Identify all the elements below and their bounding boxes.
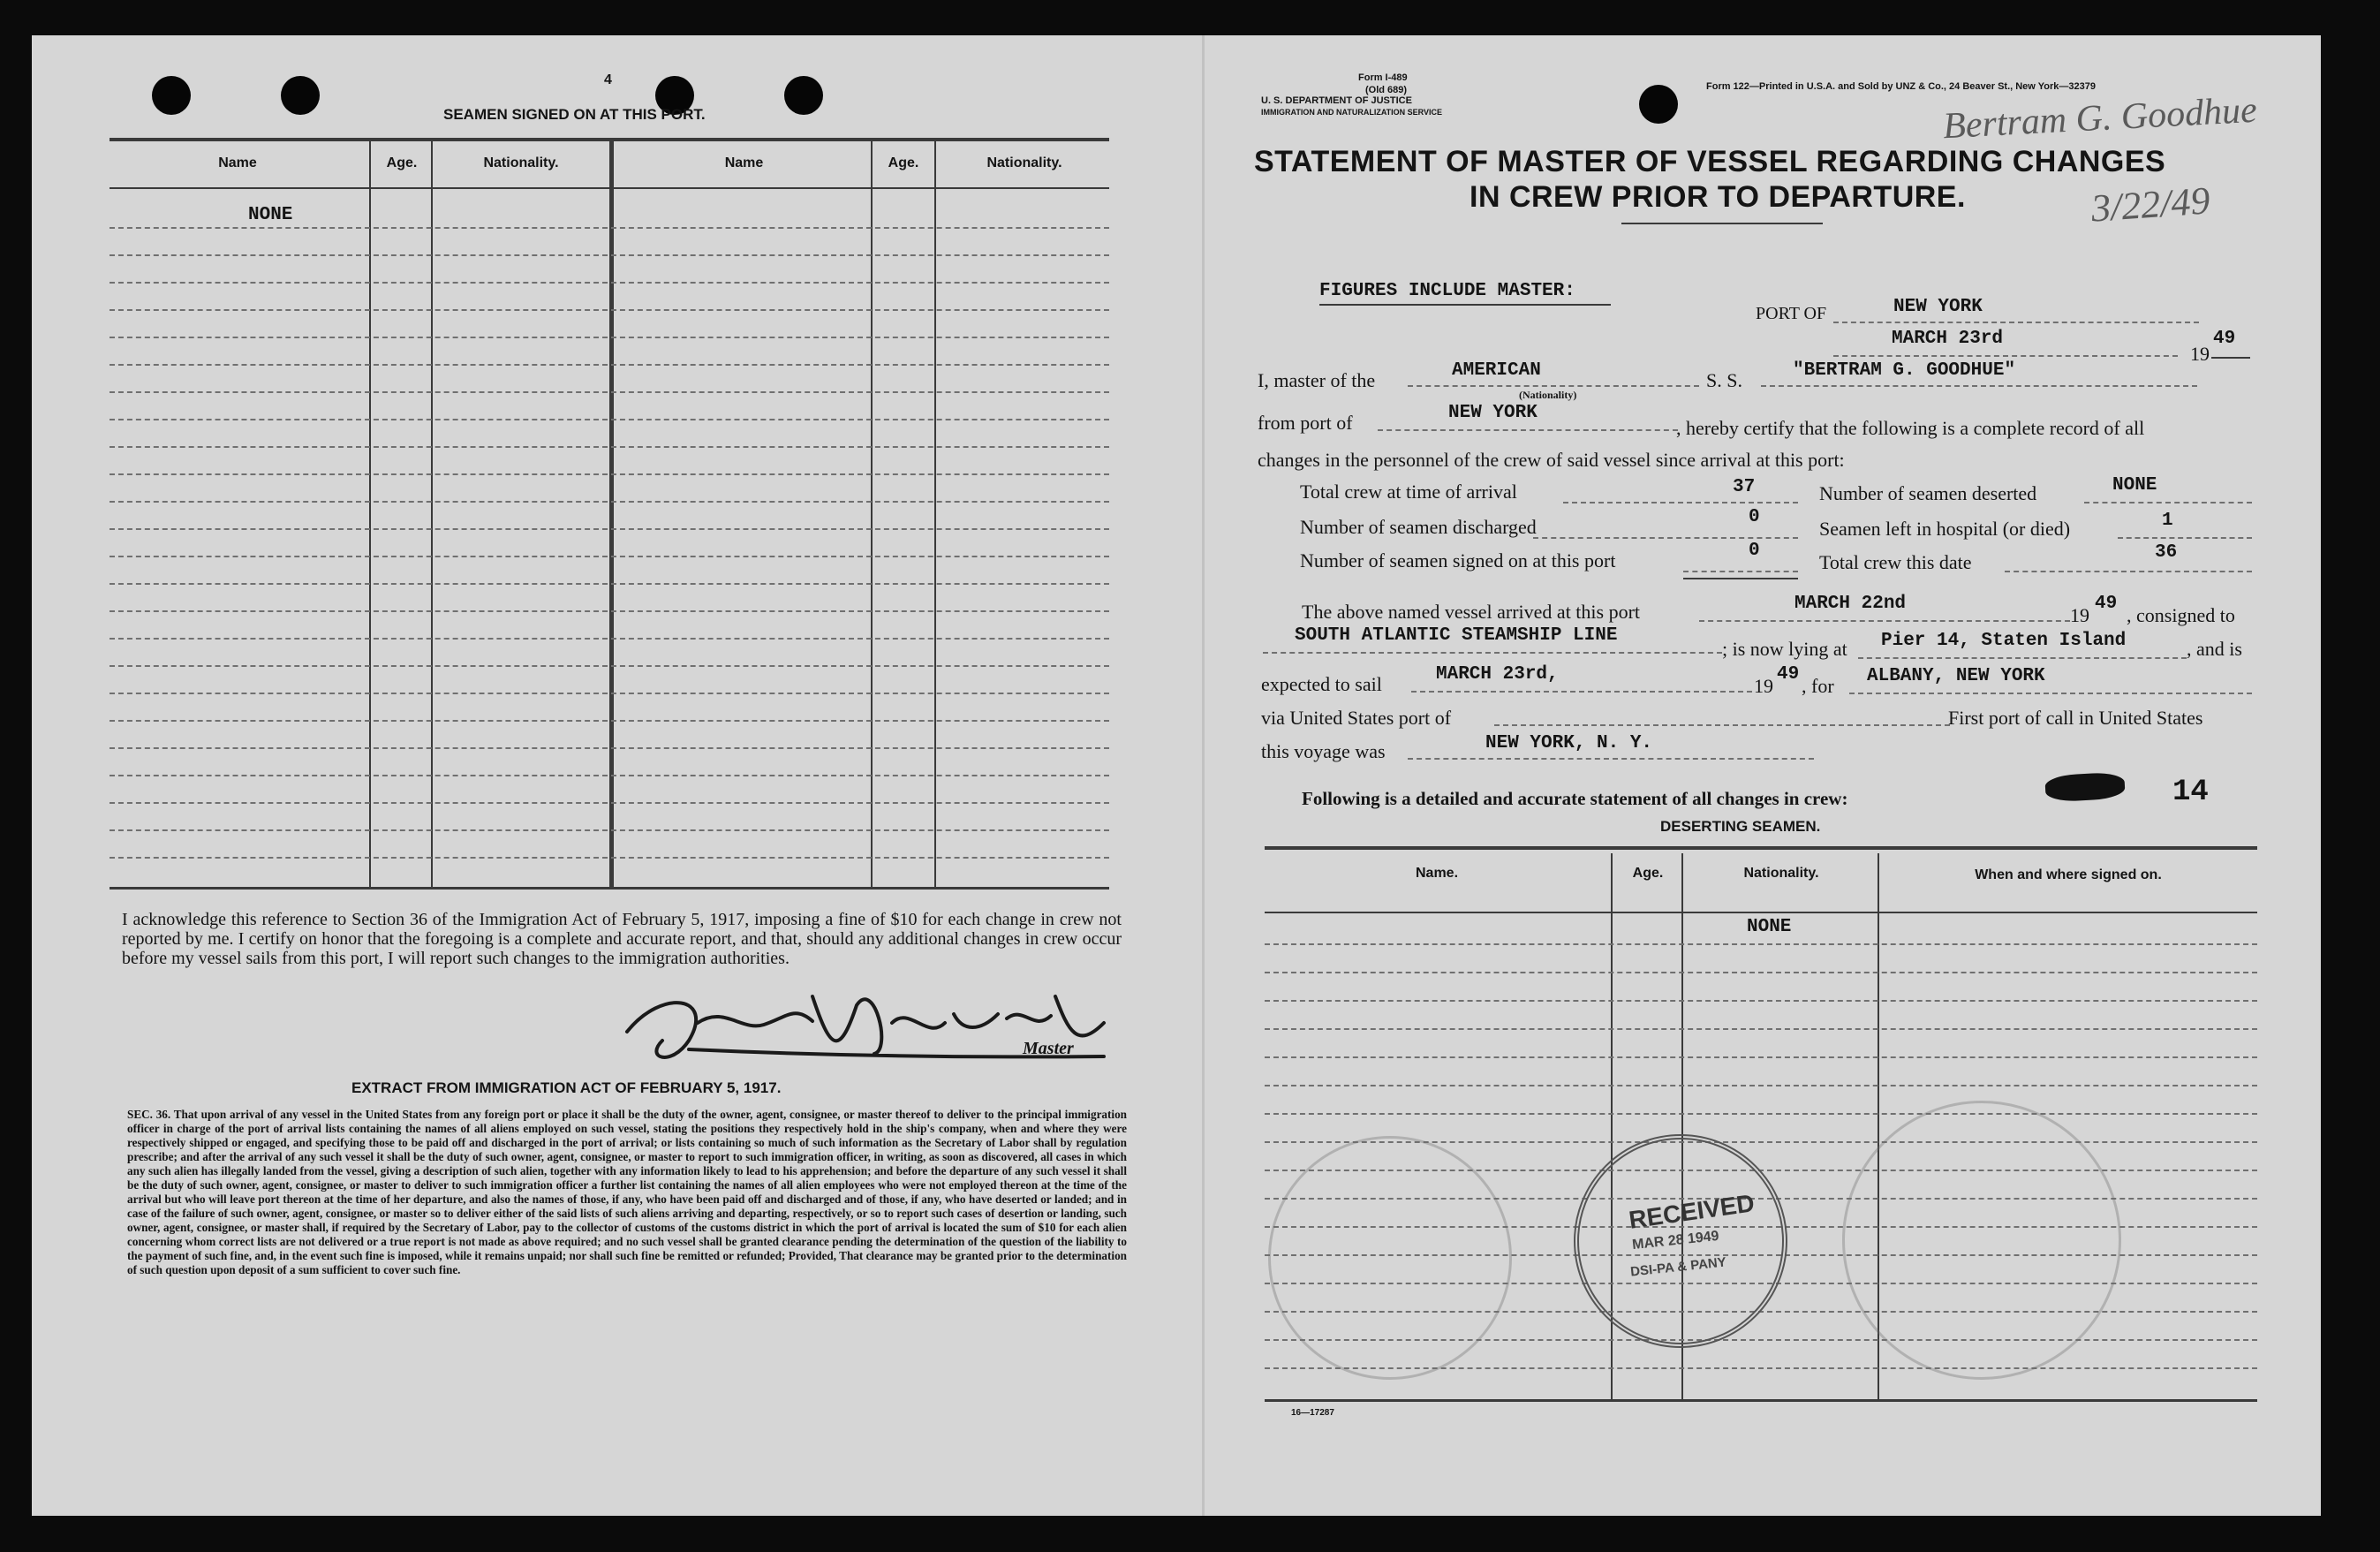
- column-header: Name: [218, 155, 257, 170]
- stamp-date: MAR 28 1949: [1631, 1228, 1720, 1253]
- signed-on-label: Number of seamen signed on at this port: [1300, 549, 1616, 572]
- form-title-line2: IN CREW PRIOR TO DEPARTURE.: [1470, 180, 1966, 214]
- discharged-value: 0: [1749, 507, 1760, 527]
- deserting-title: DESERTING SEAMEN.: [1660, 818, 1821, 835]
- stamp-received-text: RECEIVED: [1627, 1189, 1757, 1234]
- column-divider: [431, 141, 433, 889]
- acknowledgment-text: I acknowledge this reference to Section 36 of the Immigration Act of February 5, 1917, imposing a fine of $10 for each change in crew not reported by me. I certify on honor that the foregoing is a complete and accurate report, and that, should any additional changes in crew occur before my vessel sails from this port, I will report such changes to the immigration authorities.: [122, 910, 1122, 968]
- date-line: [1833, 355, 2178, 357]
- extract-title: EXTRACT FROM IMMIGRATION ACT OF FEBRUARY 5, 1917.: [351, 1079, 782, 1096]
- from-port-label: from port of: [1258, 412, 1353, 434]
- deserted-value: NONE: [2112, 475, 2157, 496]
- figures-underline: [1319, 304, 1611, 306]
- page-fold: [1202, 35, 1205, 1516]
- column-header: Age.: [386, 155, 418, 170]
- column-divider: [369, 141, 371, 889]
- consignee-value: SOUTH ATLANTIC STEAMSHIP LINE: [1295, 625, 1618, 646]
- from-port-value: NEW YORK: [1448, 403, 1538, 423]
- figures-note: FIGURES INCLUDE MASTER:: [1319, 281, 1575, 301]
- year-prefix: 19: [2190, 343, 2210, 365]
- total-date-line: [2005, 571, 2252, 572]
- destination-value: ALBANY, NEW YORK: [1867, 666, 2045, 686]
- nationality-value: AMERICAN: [1452, 360, 1541, 381]
- sail-date-value: MARCH 23rd,: [1436, 664, 1559, 685]
- sail-date-line: [1411, 691, 1752, 693]
- consigned-label: , consigned to: [2127, 604, 2235, 626]
- form-title-line1: STATEMENT OF MASTER OF VESSEL REGARDING CHANGES: [1254, 145, 2166, 178]
- voyage-label: this voyage was: [1261, 740, 1386, 762]
- port-line: [1833, 322, 2199, 323]
- ss-label: S. S.: [1706, 369, 1742, 391]
- deserting-column-header: Name.: [1415, 866, 1459, 881]
- following-text: Following is a detailed and accurate statement of all changes in crew:: [1302, 788, 1848, 809]
- changes-text: changes in the personnel of the crew of said vessel since arrival at this port:: [1258, 449, 1845, 471]
- master-of-label: I, master of the: [1258, 369, 1376, 391]
- arrival-date-value: MARCH 22nd: [1794, 594, 1907, 614]
- column-header: Nationality.: [986, 155, 1062, 170]
- hospital-label: Seamen left in hospital (or died): [1819, 518, 2071, 540]
- expected-label: expected to sail: [1261, 673, 1382, 695]
- signed-on-underline: [1683, 578, 1798, 579]
- column-divider: [871, 141, 873, 889]
- arrival-date-line: [1699, 620, 2070, 622]
- destination-line: [1849, 693, 2252, 694]
- sail-year-prefix: 19: [1754, 675, 1773, 697]
- year-value: 49: [2213, 329, 2236, 349]
- stamp-office: DSI-PA & PANY: [1629, 1254, 1727, 1280]
- form-number: Form I-489: [1358, 72, 1408, 83]
- form-old-number: (Old 689): [1365, 85, 1408, 95]
- lying-label: ; is now lying at: [1722, 638, 1847, 660]
- arrived-label: The above named vessel arrived at this port: [1302, 601, 1641, 623]
- discharged-line: [1533, 537, 1798, 539]
- footer-code: 16—17287: [1291, 1408, 1334, 1418]
- deserted-line: [2084, 502, 2252, 503]
- year-line: [2211, 357, 2250, 359]
- arrival-year-value: 49: [2095, 594, 2118, 614]
- handwritten-date: 3/22/49: [2089, 178, 2211, 231]
- signed-on-value: 0: [1749, 541, 1760, 561]
- first-port-label: First port of call in United States: [1948, 707, 2203, 729]
- vessel-name: "BERTRAM G. GOODHUE": [1793, 360, 2016, 381]
- first-port-line: [1408, 758, 1814, 760]
- first-port-value: NEW YORK, N. Y.: [1485, 733, 1653, 753]
- sail-year-value: 49: [1777, 664, 1800, 685]
- hospital-value: 1: [2162, 511, 2173, 531]
- total-arrival-line: [1563, 502, 1798, 503]
- from-port-line: [1378, 429, 1678, 431]
- pier-value: Pier 14, Staten Island: [1881, 631, 2127, 651]
- deserting-bottom-rule: [1265, 1399, 2257, 1402]
- received-stamp: [1574, 1134, 1787, 1348]
- faded-stamp-right: [1842, 1101, 2121, 1380]
- arrival-year-prefix: 19: [2070, 604, 2089, 626]
- column-header: Age.: [888, 155, 919, 170]
- consignee-line: [1263, 652, 1722, 654]
- handwritten-vessel-name: Bertram G. Goodhue: [1942, 89, 2258, 148]
- total-date-value: 36: [2155, 542, 2178, 563]
- nationality-caption: (Nationality): [1519, 389, 1577, 401]
- deserting-column-header: When and where signed on.: [1975, 867, 2162, 882]
- punch-hole: [281, 76, 320, 115]
- column-divider: [934, 141, 936, 889]
- port-value: NEW YORK: [1893, 297, 1983, 317]
- total-date-label: Total crew this date: [1819, 551, 1972, 573]
- deserting-entry: NONE: [1747, 917, 1792, 937]
- punch-hole: [784, 76, 823, 115]
- port-label: PORT OF: [1756, 304, 1827, 323]
- pier-line: [1858, 657, 2187, 659]
- deserting-column-header: Age.: [1632, 866, 1664, 881]
- section-title: SEAMEN SIGNED ON AT THIS PORT.: [443, 106, 706, 123]
- date-value: MARCH 23rd: [1892, 329, 2004, 349]
- column-header: Nationality.: [483, 155, 559, 170]
- punch-hole: [1639, 85, 1678, 124]
- discharged-label: Number of seamen discharged: [1300, 516, 1537, 538]
- master-signature: [609, 970, 1122, 1085]
- table-entry: NONE: [248, 205, 293, 225]
- service-name: IMMIGRATION AND NATURALIZATION SERVICE: [1261, 108, 1442, 117]
- statute-text: SEC. 36. That upon arrival of any vessel in the United States from any foreign port or place it shall be the duty of the owner, agent, consignee, or master thereof to deliver to the principal immigration officer in charge of the port of arrival lists containing the names of all aliens employed on such vessel, stating the positions they respectively hold in the ship's company, when and where they were respectively shipped or engaged, and specifying those to be paid off and discharged in the port of arrival; or lists containing so much of such information as the Secretary of Labor shall by regulation prescribe; and after the arrival of any such vessel it shall be the duty of such owner, agent, consignee, or master to report to such immigration officer, in writing, as soon as discovered, all cases in which any such alien has illegally landed from the vessel, giving a description of such alien, together with any information likely to lead to his apprehension; and before the departure of any such vessel it shall be the duty of such owner, agent, consignee, or master to deliver to such immigration officer a further list containing the names of all alien employees who were not employed thereon at the time of the arrival but who will leave port thereon at the time of her departure, and also the names of those, if any, who have been paid off and discharged and of those, if any, who have deserted or landed; and in case of the failure of such owner, agent, consignee, or master so to deliver either of the said lists of such aliens arriving and departing, respectively, or so to report such cases of desertion or landing, such owner, agent, consignee, or master shall, if required by the Secretary of Labor, pay to the collector of customs of the customs district in which the port of arrival is located the sum of $10 for each alien concerning whom correct lists are not delivered or a true report is not made as above required; and no such vessel shall be granted clearance pending the determination of the question of the liability to the payment of such fine, and, in the event such fine is imposed, while it remains unpaid; nor shall such fine be remitted or refunded; Provided, That clearance may be granted prior to the determination of such question upon deposit of a sum sufficient to cover such fine.: [127, 1108, 1127, 1276]
- deserting-header-rule: [1265, 912, 2257, 913]
- hospital-line: [2118, 537, 2252, 539]
- vessel-line: [1761, 385, 2197, 387]
- via-label: via United States port of: [1261, 707, 1452, 729]
- page-number: 4: [604, 72, 612, 87]
- page-count: 14: [2172, 776, 2209, 809]
- signature-title: Master: [1023, 1039, 1074, 1058]
- title-underline: [1621, 223, 1823, 224]
- total-arrival-label: Total crew at time of arrival: [1300, 481, 1517, 503]
- printer-note: Form 122—Printed in U.S.A. and Sold by UNZ & Co., 24 Beaver St., New York—32379: [1706, 81, 2096, 92]
- column-header: Name: [724, 155, 764, 170]
- total-arrival-value: 37: [1733, 477, 1756, 497]
- deserting-top-rule: [1265, 846, 2257, 850]
- faded-stamp-left: [1268, 1136, 1512, 1380]
- nationality-line: [1408, 385, 1699, 387]
- table-bottom-rule: [110, 887, 1109, 890]
- deserting-column-header: Nationality.: [1743, 866, 1819, 881]
- punch-hole: [152, 76, 191, 115]
- department-name: U. S. DEPARTMENT OF JUSTICE: [1261, 95, 1412, 106]
- for-label: , for: [1802, 675, 1834, 697]
- and-is-label: , and is: [2187, 638, 2242, 660]
- certify-text: , hereby certify that the following is a complete record of all: [1676, 417, 2145, 439]
- column-divider: [609, 141, 614, 889]
- deserted-label: Number of seamen deserted: [1819, 482, 2037, 504]
- via-line: [1494, 724, 1950, 726]
- signed-on-line: [1683, 571, 1798, 572]
